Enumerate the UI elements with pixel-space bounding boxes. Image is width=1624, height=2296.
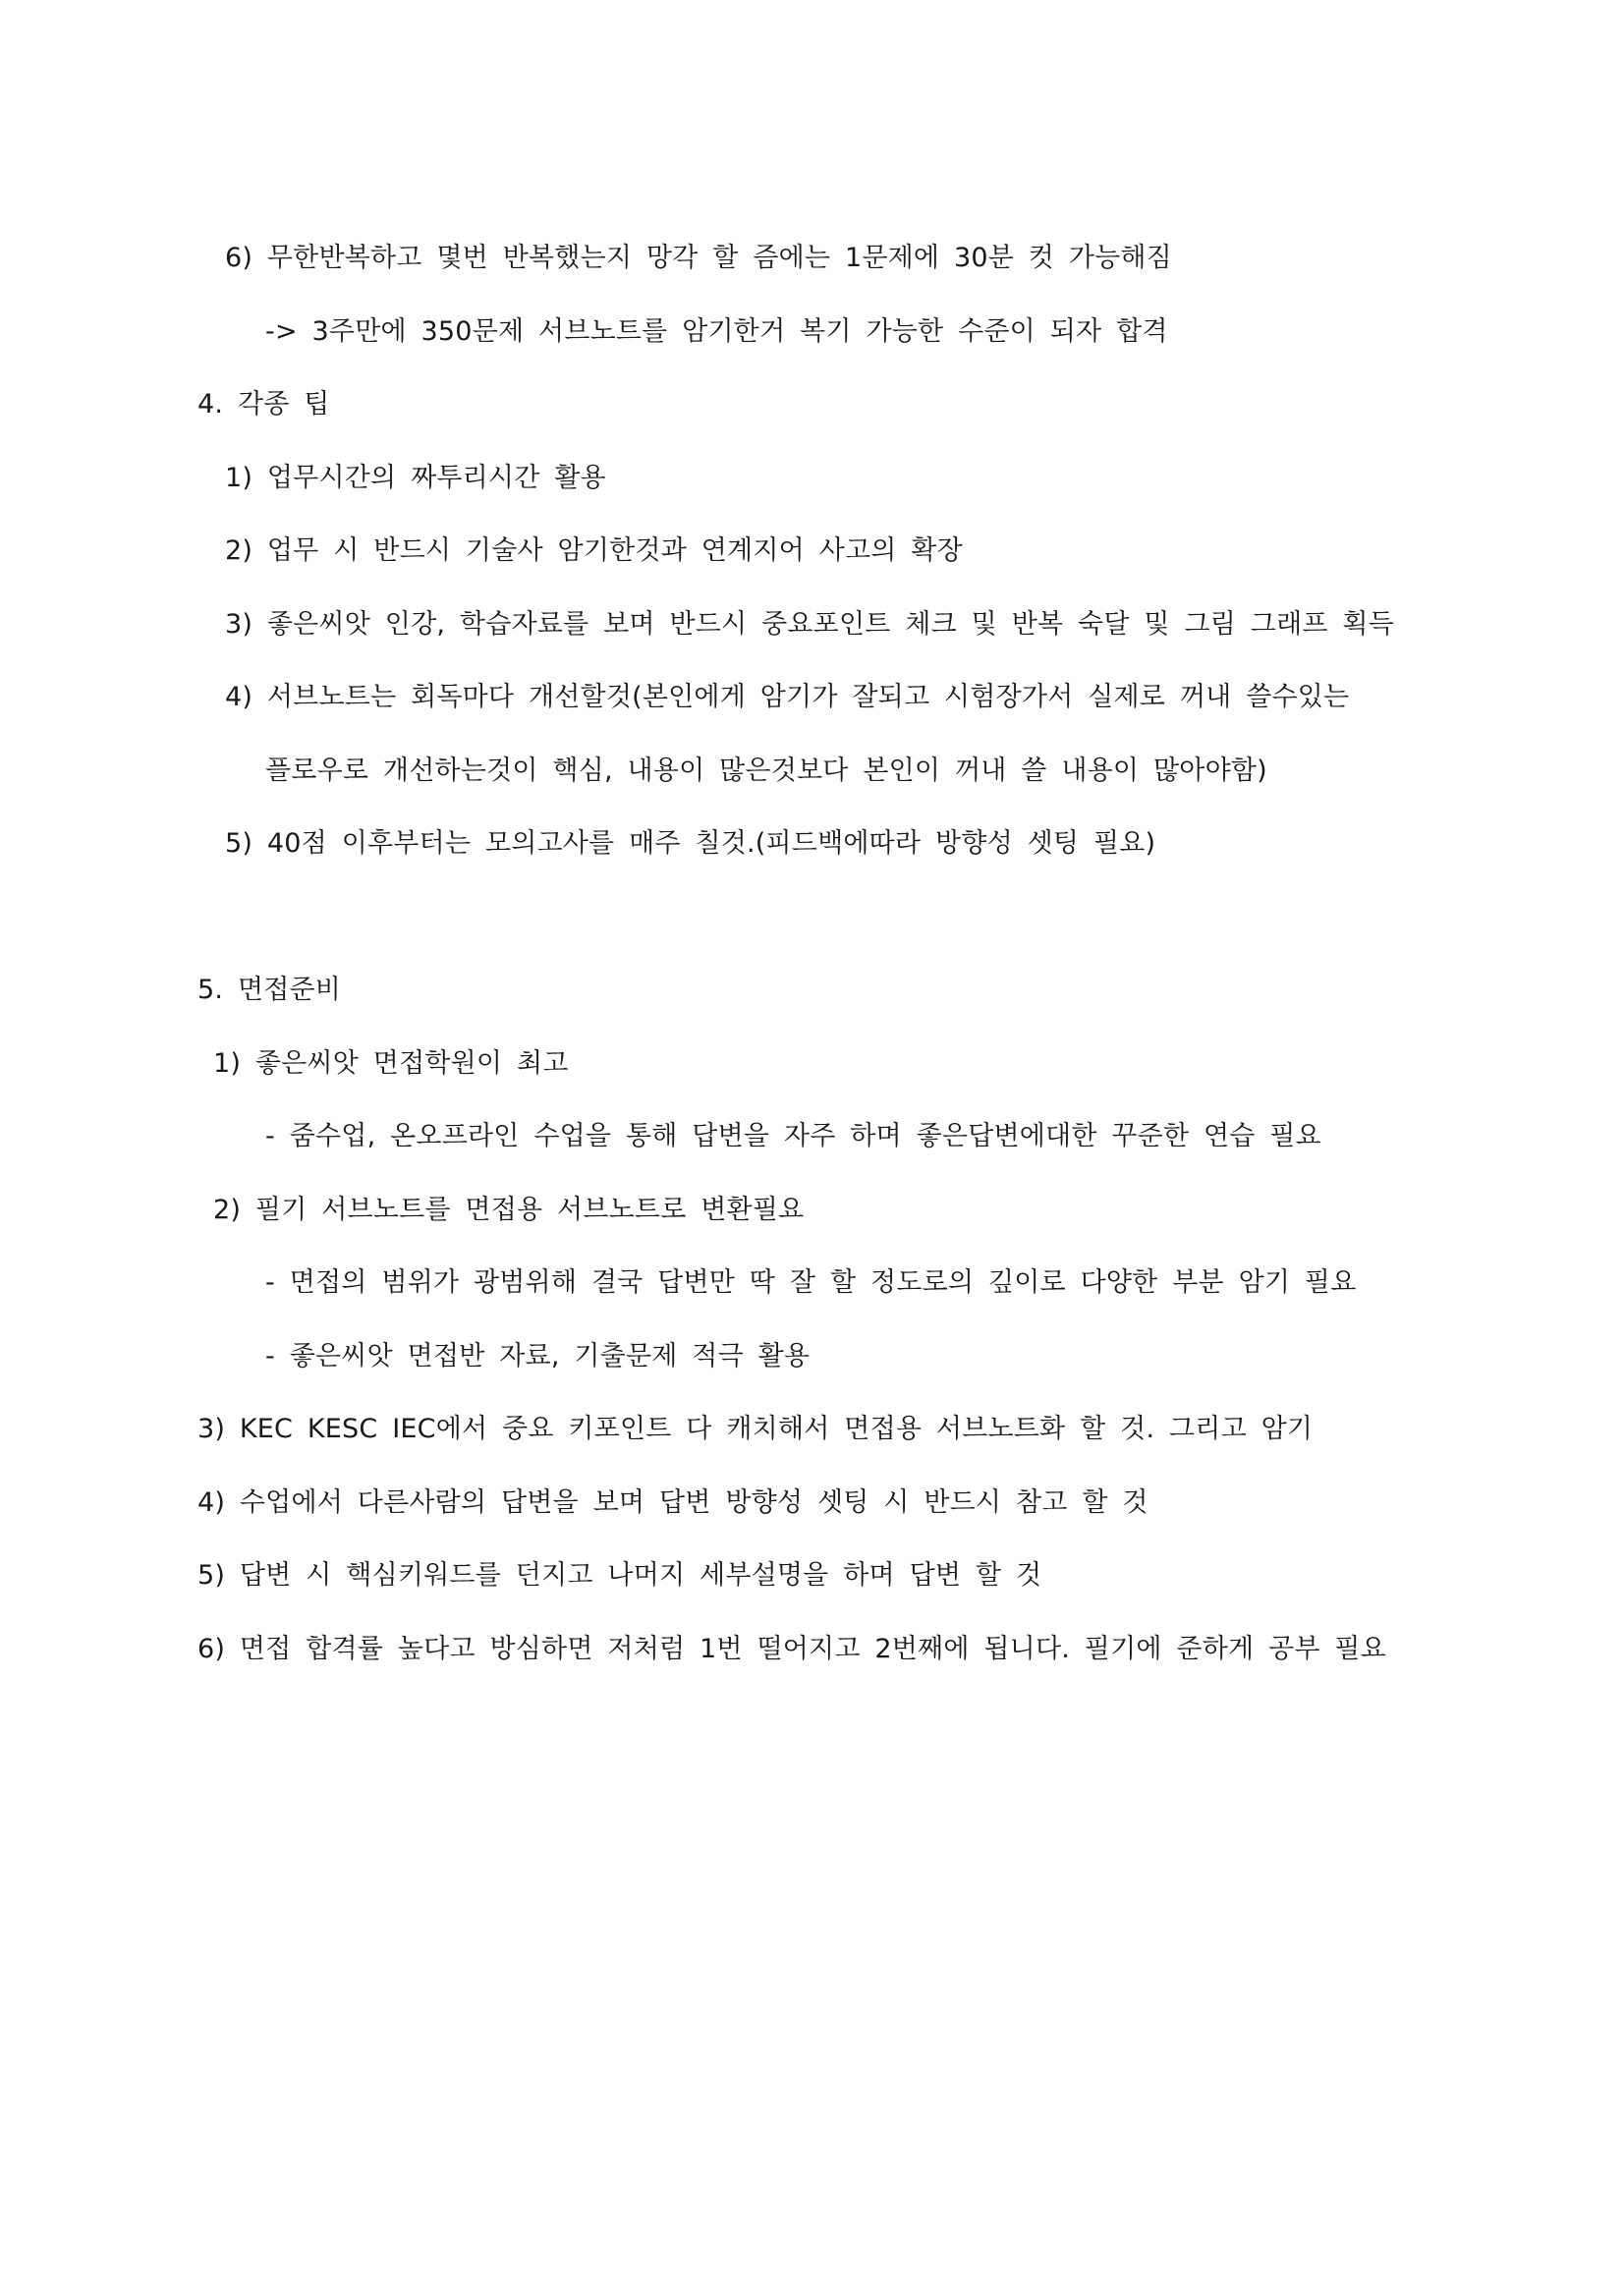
section4-item5: 5) 40점 이후부터는 모의고사를 매주 칠것.(피드백에따라 방향성 셋팅 필요): [225, 828, 1156, 859]
section5-item5: 5) 답변 시 핵심키워드를 던지고 나머지 세부설명을 하며 답변 할 것: [197, 1560, 1042, 1591]
section5-item2: 2) 필기 서브노트를 면접용 서브노트로 변환필요: [213, 1195, 805, 1225]
section4-item4: 4) 서브노트는 회독마다 개선할것(본인에게 암기가 잘되고 시험장가서 실제로 꺼내 쓸수있는: [225, 682, 1350, 712]
section5-item3: 3) KEC KESC IEC에서 중요 키포인트 다 캐치해서 면접용 서브노트화 할 것. 그리고 암기: [197, 1414, 1314, 1444]
section4-heading: 4. 각종 팁: [197, 389, 330, 420]
section5-item1: 1) 좋은씨앗 면접학원이 최고: [213, 1048, 569, 1079]
section4-item3: 3) 좋은씨앗 인강, 학습자료를 보며 반드시 중요포인트 체크 및 반복 숙달 및 그림 그래프 획득: [225, 609, 1394, 640]
section5-item2-sub2: - 좋은씨앗 면접반 자료, 기출문제 적극 활용: [265, 1341, 811, 1372]
section4-item6: 6) 무한반복하고 몇번 반복했는지 망각 할 즘에는 1문제에 30분 컷 가능해짐: [225, 243, 1172, 273]
section5-item6: 6) 면접 합격률 높다고 방심하면 저처럼 1번 떨어지고 2번째에 됩니다. 필기에 준하게 공부 필요: [197, 1634, 1386, 1664]
section4-item6-result: -> 3주만에 350문제 서브노트를 암기한거 복기 가능한 수준이 되자 합격: [265, 316, 1168, 347]
section4-item4-continued: 플로우로 개선하는것이 핵심, 내용이 많은것보다 본인이 꺼내 쓸 내용이 많아야함): [265, 756, 1267, 786]
section5-item2-sub1: - 면접의 범위가 광범위해 결국 답변만 딱 잘 할 정도로의 깊이로 다양한 부분 암기 필요: [265, 1267, 1357, 1298]
section5-item4: 4) 수업에서 다른사람의 답변을 보며 답변 방향성 셋팅 시 반드시 참고 할 것: [197, 1487, 1148, 1518]
section4-item2: 2) 업무 시 반드시 기술사 암기한것과 연계지어 사고의 확장: [225, 535, 963, 566]
section4-item1: 1) 업무시간의 짜투리시간 활용: [225, 463, 606, 493]
section5-item1-sub: - 줌수업, 온오프라인 수업을 통해 답변을 자주 하며 좋은답변에대한 꾸준한 연습 필요: [265, 1121, 1321, 1151]
section5-heading: 5. 면접준비: [197, 975, 342, 1005]
